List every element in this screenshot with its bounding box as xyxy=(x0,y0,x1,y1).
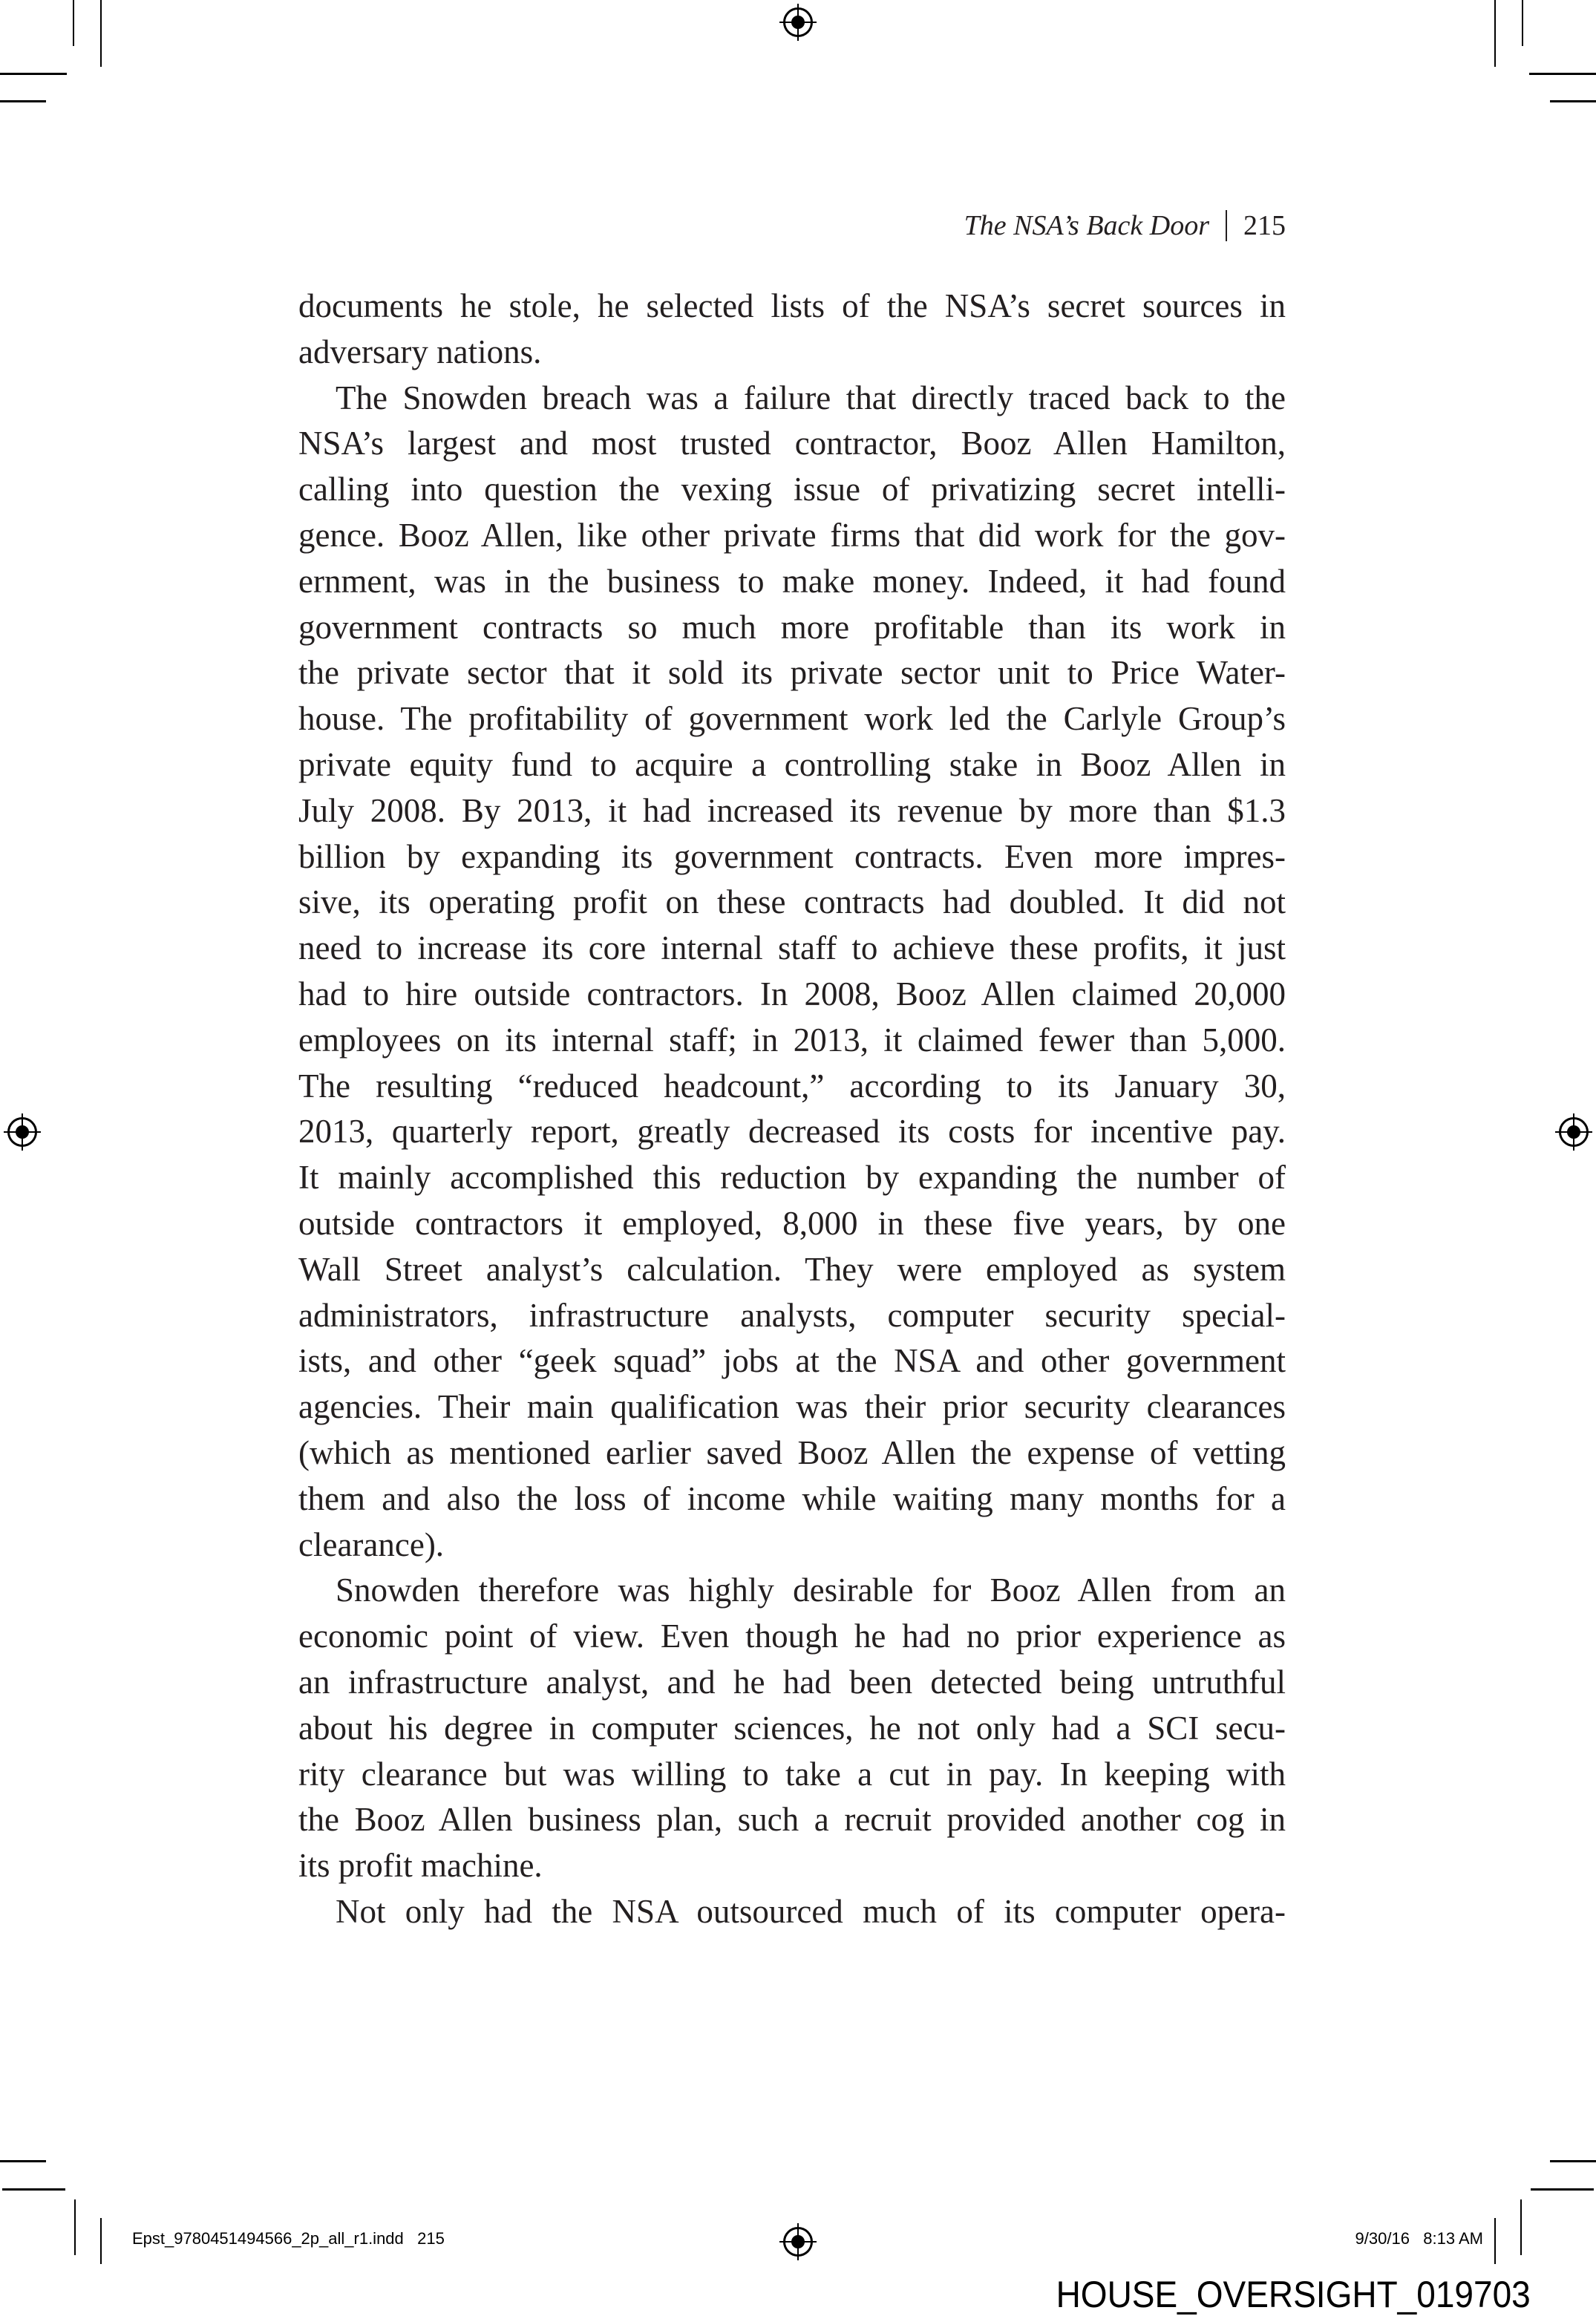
text-line: calling into question the vexing issue of privatizing secret intelli- xyxy=(298,471,1286,508)
crop-mark xyxy=(1529,73,1596,75)
text-line: the private sector that it sold its private sector unit to Price Water- xyxy=(298,654,1286,692)
running-header xyxy=(964,209,1286,242)
text-line: need to increase its core internal staff to achieve these profits, it just xyxy=(298,929,1286,967)
text-line: house. The profitability of government work led the Carlyle Group’s xyxy=(298,700,1286,738)
text-line: an infrastructure analyst, and he had been detected being untruthful xyxy=(298,1663,1286,1701)
text-line: ists, and other “geek squad” jobs at the NSA and other government xyxy=(298,1342,1286,1380)
text-line: NSA’s largest and most trusted contractor, Booz Allen Hamilton, xyxy=(298,425,1286,462)
crop-mark xyxy=(0,100,46,102)
crop-mark xyxy=(1494,0,1496,67)
text-line: sive, its operating profit on these contracts had doubled. It did not xyxy=(298,883,1286,921)
text-line: private equity fund to acquire a controlling stake in Booz Allen in xyxy=(298,745,1286,783)
text-line: Snowden therefore was highly desirable for Booz Allen from an xyxy=(336,1571,1286,1609)
text-line: them and also the loss of income while waiting many months for a xyxy=(298,1479,1286,1517)
slug-file: Epst_9780451494566_2p_all_r1.indd 215 xyxy=(132,2229,445,2248)
text-line: adversary nations. xyxy=(298,333,542,370)
text-line: Wall Street analyst’s calculation. They were employed as system xyxy=(298,1250,1286,1288)
registration-mark-icon xyxy=(1559,1117,1589,1147)
crop-mark xyxy=(1522,0,1523,46)
text-line: agencies. Their main qualification was their prior security clearances xyxy=(298,1388,1286,1426)
registration-mark-icon xyxy=(7,1117,37,1147)
text-line: Not only had the NSA outsourced much of its computer opera- xyxy=(336,1892,1286,1930)
bates-number: HOUSE_OVERSIGHT_019703 xyxy=(1056,2274,1531,2315)
slug-date: 9/30/16 8:13 AM xyxy=(1355,2229,1483,2248)
header-divider xyxy=(1226,210,1227,241)
text-line: (which as mentioned earlier saved Booz Allen the expense of vetting xyxy=(298,1433,1286,1471)
text-line: 2013, quarterly report, greatly decreased its costs for incentive pay. xyxy=(298,1113,1286,1151)
text-line: government contracts so much more profitable than its work in xyxy=(298,608,1286,646)
text-line: economic point of view. Even though he had no prior experience as xyxy=(298,1617,1286,1655)
text-line: outside contractors it employed, 8,000 in these five years, by one xyxy=(298,1204,1286,1242)
crop-mark xyxy=(1550,100,1596,102)
crop-mark xyxy=(1494,2218,1496,2264)
text-line: employees on its internal staff; in 2013, it claimed fewer than 5,000. xyxy=(298,1021,1286,1059)
text-line: its profit machine. xyxy=(298,1847,543,1885)
crop-mark xyxy=(100,0,102,67)
crop-mark xyxy=(1520,2199,1522,2255)
text-line: clearance). xyxy=(298,1525,445,1563)
text-line: The Snowden breach was a failure that directly traced back to the xyxy=(336,379,1286,416)
crop-mark xyxy=(73,0,74,46)
crop-mark xyxy=(74,2199,76,2255)
running-title: The NSA’s Back Door xyxy=(964,210,1209,241)
text-line: had to hire outside contractors. In 2008, Booz Allen claimed 20,000 xyxy=(298,975,1286,1013)
text-line: It mainly accomplished this reduction by expanding the number of xyxy=(298,1159,1286,1197)
crop-mark xyxy=(0,73,67,75)
crop-mark xyxy=(0,2160,46,2162)
text-line: administrators, infrastructure analysts, computer security special- xyxy=(298,1296,1286,1334)
text-line: the Booz Allen business plan, such a recruit provided another cog in xyxy=(298,1801,1286,1839)
text-line: about his degree in computer sciences, he not only had a SCI secu- xyxy=(298,1709,1286,1747)
page-number: 215 xyxy=(1243,210,1286,241)
text-line: The resulting “reduced headcount,” according to its January 30, xyxy=(298,1067,1286,1105)
text-line: July 2008. By 2013, it had increased its revenue by more than $1.3 xyxy=(298,791,1286,829)
registration-mark-icon xyxy=(783,2227,813,2257)
text-line: gence. Booz Allen, like other private firms that did work for the gov- xyxy=(298,516,1286,554)
text-line: rity clearance but was willing to take a cut in pay. In keeping with xyxy=(298,1755,1286,1793)
body-text xyxy=(298,284,1286,1935)
text-line: documents he stole, he selected lists of the NSA’s secret sources in xyxy=(298,287,1286,324)
crop-mark xyxy=(1550,2160,1596,2162)
crop-mark xyxy=(100,2218,102,2264)
text-line: billion by expanding its government contracts. Even more impres- xyxy=(298,837,1286,875)
registration-mark-icon xyxy=(783,7,813,37)
crop-mark xyxy=(1531,2188,1594,2191)
text-line: ernment, was in the business to make money. Indeed, it had found xyxy=(298,562,1286,600)
crop-mark xyxy=(2,2188,65,2191)
